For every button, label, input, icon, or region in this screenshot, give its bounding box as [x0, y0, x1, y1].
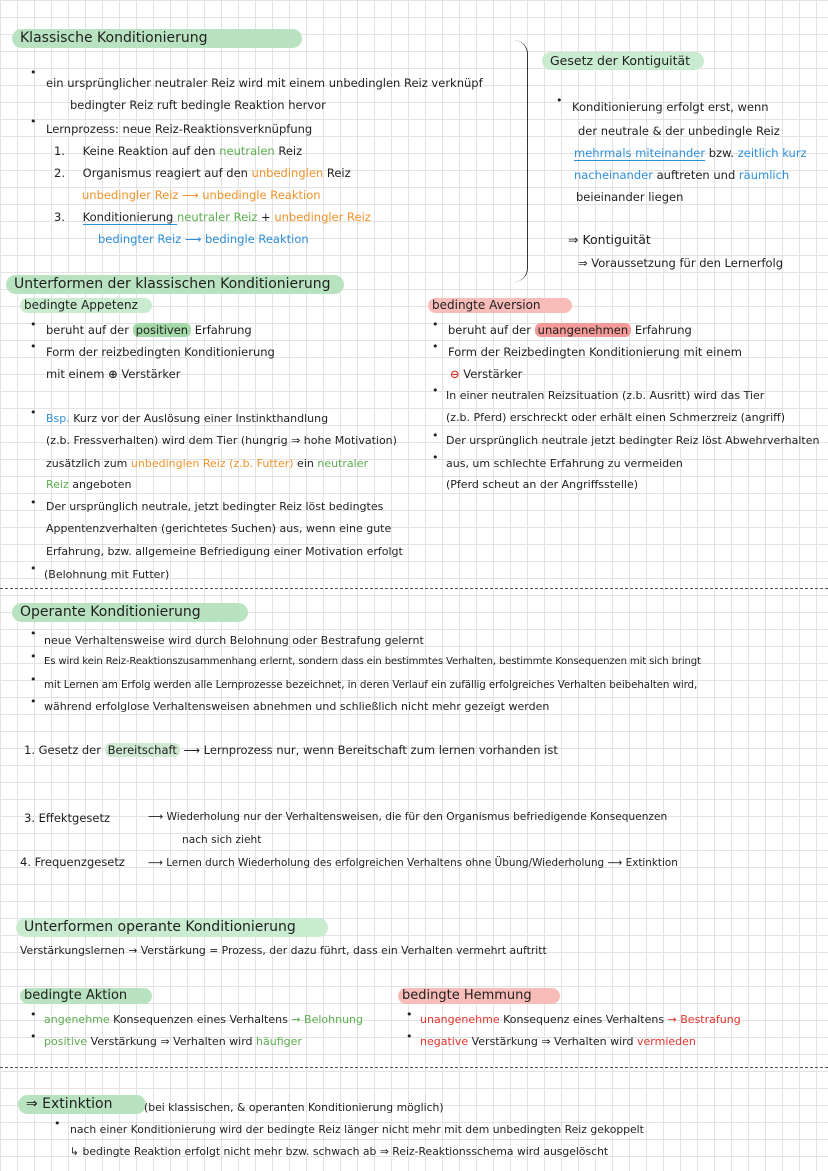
text-line: Appentenzverhalten (gerichtetes Suchen) aus, wenn eine gute	[46, 522, 392, 535]
section-title-klassische-konditionierung: Klassische Konditionierung	[12, 29, 302, 48]
text-line: beruht auf der unangenehmen Erfahrung	[448, 323, 692, 337]
section-title-operante-konditionierung: Operante Konditionierung	[12, 603, 248, 622]
text-line: Der ursprünglich neutrale jetzt bedingter Reiz löst Abwehrverhalten	[446, 434, 820, 447]
text-line: der neutrale & der unbedingle Reiz	[578, 124, 780, 138]
text-line: zusätzlich zum unbedinglen Reiz (z.b. Futter) ein neutraler	[46, 457, 368, 470]
text-line: In einer neutralen Reizsituation (z.b. Ausritt) wird das Tier	[446, 389, 765, 402]
bullet: •	[406, 1008, 413, 1021]
text-line: ein ursprünglicher neutraler Reiz wird mit einem unbedinglen Reiz verknüpf	[46, 76, 483, 90]
text-line: bedingter Reiz ruft bedingle Reaktion hervor	[70, 98, 326, 112]
text-line: angenehme Konsequenzen eines Verhaltens → Belohnung	[44, 1013, 364, 1026]
text-line: Erfahrung, bzw. allgemeine Befriedigung einer Motivation erfolgt	[46, 545, 403, 558]
subtitle-bedingte-aversion: bedingte Aversion	[428, 298, 572, 313]
step-3: 3. Konditionierung neutraler Reiz + unbedingler Reiz	[54, 210, 371, 224]
curly-brace	[505, 40, 528, 282]
text-line: beruht auf der positiven Erfahrung	[46, 323, 252, 337]
kontiguitaet-title: Gesetz der Kontiguität	[542, 52, 704, 70]
step-1: 1. Keine Reaktion auf den neutralen Reiz	[54, 144, 303, 158]
plus-icon: ⊕	[108, 367, 118, 381]
bullet: •	[30, 1030, 37, 1043]
bullet: •	[30, 562, 37, 575]
text-line: nacheinander auftreten und räumlich	[574, 168, 790, 182]
bullet: •	[30, 650, 37, 663]
text-line: unangenehme Konsequenz eines Verhaltens → Bestrafung	[420, 1013, 741, 1026]
subtitle-bedingte-appetenz: bedingte Appetenz	[20, 298, 152, 313]
text-line: ↳ bedingte Reaktion erfolgt nicht mehr bzw. schwach ab ⇒ Reiz-Reaktionsschema wird ausgelöscht	[70, 1145, 609, 1158]
bullet: •	[30, 406, 37, 419]
divider	[0, 1067, 828, 1068]
extinktion-note: (bei klassischen, & operanten Konditionierung möglich)	[144, 1101, 444, 1114]
section-title-unterformen-klassisch: Unterformen der klassischen Konditionierung	[6, 275, 344, 294]
text-line: Reiz angeboten	[46, 478, 132, 491]
text-line: mehrmals miteinander bzw. zeitlich kurz	[574, 146, 807, 160]
text-line: Der ursprünglich neutrale, jetzt bedingter Reiz löst bedingtes	[46, 500, 384, 513]
bullet: •	[556, 94, 563, 107]
law-frequenz-text: ⟶ Lernen durch Wiederholung des erfolgreichen Verhaltens ohne Übung/Wiederholung ⟶ Extinktion	[148, 857, 678, 869]
text-line: neue Verhaltensweise wird durch Belohnung oder Bestrafung gelernt	[44, 634, 424, 647]
step-2-line: unbedingler Reiz ⟶ unbedingle Reaktion	[82, 188, 321, 202]
bullet: •	[406, 1030, 413, 1043]
step-3-line: bedingter Reiz ⟶ bedingle Reaktion	[98, 232, 309, 246]
law-effekt-cont: nach sich zieht	[182, 834, 262, 846]
bullet: •	[432, 340, 439, 353]
result-voraussetzung: ⇒ Voraussetzung für den Lernerfolg	[578, 256, 784, 270]
law-effekt-text: ⟶ Wiederholung nur der Verhaltensweisen, die für den Organismus befriedigende Konsequenzen	[148, 811, 668, 823]
text-line: (Belohnung mit Futter)	[44, 568, 170, 581]
text-line: Konditionierung erfolgt erst, wenn	[572, 100, 769, 114]
law-bereitschaft: 1. Gesetz der Bereitschaft ⟶ Lernprozess nur, wenn Bereitschaft zum lernen vorhanden ist	[24, 743, 558, 757]
bullet: •	[30, 673, 37, 686]
step-2: 2. Organismus reagiert auf den unbedinglen Reiz	[54, 166, 351, 180]
bullet: •	[30, 115, 37, 128]
law-frequenz-label: 4. Frequenzgesetz	[20, 855, 125, 869]
text-line: positive Verstärkung ⇒ Verhalten wird häufiger	[44, 1035, 302, 1048]
text-line: Es wird kein Reiz-Reaktionszusammenhang erlernt, sondern dass ein bestimmtes Verhalten, bestimmte Konsequenzen mit sich bringt	[44, 656, 701, 667]
text-line: nach einer Konditionierung wird der bedingte Reiz länger nicht mehr mit dem unbedingten Reiz gekoppelt	[70, 1123, 644, 1136]
minus-icon: ⊖	[450, 367, 460, 381]
bullet: •	[30, 627, 37, 640]
text-line: Lernprozess: neue Reiz-Reaktionsverknüpfung	[46, 122, 313, 136]
law-effekt-label: 3. Effektgesetz	[24, 811, 111, 825]
bullet: •	[30, 340, 37, 353]
text-line: mit einem ⊕ Verstärker	[46, 367, 181, 381]
section-title-unterformen-operant: Unterformen operante Konditionierung	[16, 918, 328, 937]
text-line: (z.b. Pferd) erschreckt oder erhält einen Schmerzreiz (angriff)	[446, 411, 786, 424]
result-kontiguitaet: ⇒ Kontiguität	[568, 232, 651, 247]
text-line: aus, um schlechte Erfahrung zu vermeiden	[446, 457, 683, 470]
bullet: •	[30, 318, 37, 331]
text-line: Verstärkungslernen → Verstärkung = Prozess, der dazu führt, dass ein Verhalten vermehrt auftritt	[20, 944, 547, 957]
subtitle-bedingte-hemmung: bedingte Hemmung	[398, 988, 560, 1004]
text-line: beieinander liegen	[576, 190, 684, 204]
text-line: Form der Reizbedingten Konditionierung mit einem	[448, 345, 742, 359]
bullet: •	[30, 1008, 37, 1021]
subtitle-bedingte-aktion: bedingte Aktion	[20, 988, 152, 1004]
text-line: (z.b. Fressverhalten) wird dem Tier (hungrig ⇒ hohe Motivation)	[46, 434, 397, 447]
bullet: •	[432, 318, 439, 331]
bullet: •	[432, 384, 439, 397]
text-line: während erfolglose Verhaltensweisen abnehmen und schließlich nicht mehr gezeigt werden	[44, 700, 550, 713]
bullet: •	[432, 429, 439, 442]
text-line: ⊖ Verstärker	[450, 367, 523, 381]
bullet: •	[432, 451, 439, 464]
text-line: negative Verstärkung ⇒ Verhalten wird vermieden	[420, 1035, 696, 1048]
bullet: •	[30, 695, 37, 708]
divider	[0, 588, 828, 589]
text-line: Bsp. Kurz vor der Auslösung einer Instinkthandlung	[46, 412, 329, 425]
section-title-extinktion: ⇒ Extinktion	[18, 1095, 146, 1114]
bullet: •	[54, 1117, 61, 1130]
bullet: •	[30, 496, 37, 509]
text-line: Form der reizbedingten Konditionierung	[46, 345, 275, 359]
text-line: mit Lernen am Erfolg werden alle Lernprozesse bezeichnet, in deren Verlauf ein zufällig erfolgreiches Verhalten beibehalten wird,	[44, 679, 698, 691]
text-line: (Pferd scheut an der Angriffsstelle)	[446, 478, 639, 491]
bullet: •	[30, 66, 37, 79]
